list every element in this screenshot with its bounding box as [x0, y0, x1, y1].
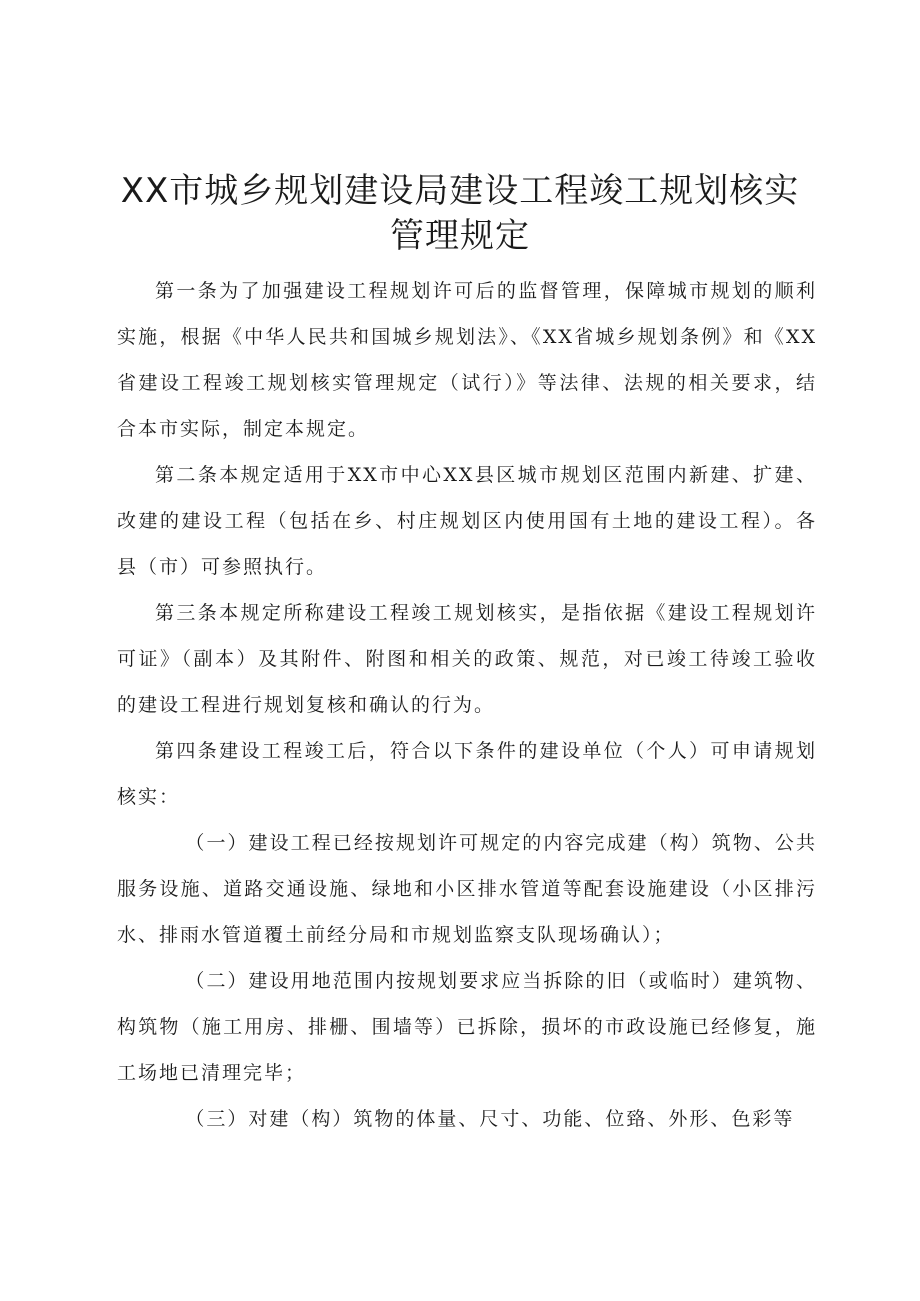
article-4-paragraph: 第四条建设工程竣工后，符合以下条件的建设单位（个人）可申请规划核实：	[117, 740, 817, 808]
clause-2-paragraph: （二）建设用地范围内按规划要求应当拆除的旧（或临时）建筑物、构筑物（施工用房、排栅、围墙等）已拆除，损坏的市政设施已经修复，施工场地已清理完毕；	[117, 970, 817, 1084]
article-1-paragraph: 第一条为了加强建设工程规划许可后的监督管理，保障城市规划的顺利实施，根据《中华人民共和国城乡规划法》、《XX省城乡规划条例》和《XX省建设工程竣工规划核实管理规定（试行）》等法律、法规的相关要求，结合本市实际，制定本规定。	[117, 280, 817, 440]
article-3-paragraph: 第三条本规定所称建设工程竣工规划核实，是指依据《建设工程规划许可证》（副本）及其附件、附图和相关的政策、规范，对已竣工待竣工验收的建设工程进行规划复核和确认的行为。	[117, 602, 817, 716]
document-title-line-2: 管理规定	[390, 216, 530, 256]
article-2-paragraph: 第二条本规定适用于XX市中心XX县区城市规划区范围内新建、扩建、改建的建设工程（包括在乡、村庄规划区内使用国有土地的建设工程）。各县（市）可参照执行。	[117, 464, 817, 578]
clause-1-paragraph: （一）建设工程已经按规划许可规定的内容完成建（构）筑物、公共服务设施、道路交通设施、绿地和小区排水管道等配套设施建设（小区排污水、排雨水管道覆土前经分局和市规划监察支队现场确认）；	[117, 832, 817, 946]
clause-3-paragraph: （三）对建（构）筑物的体量、尺寸、功能、位臵、外形、色彩等	[185, 1108, 795, 1130]
document-title-line-1: XX市城乡规划建设局建设工程竣工规划核实	[120, 171, 800, 211]
